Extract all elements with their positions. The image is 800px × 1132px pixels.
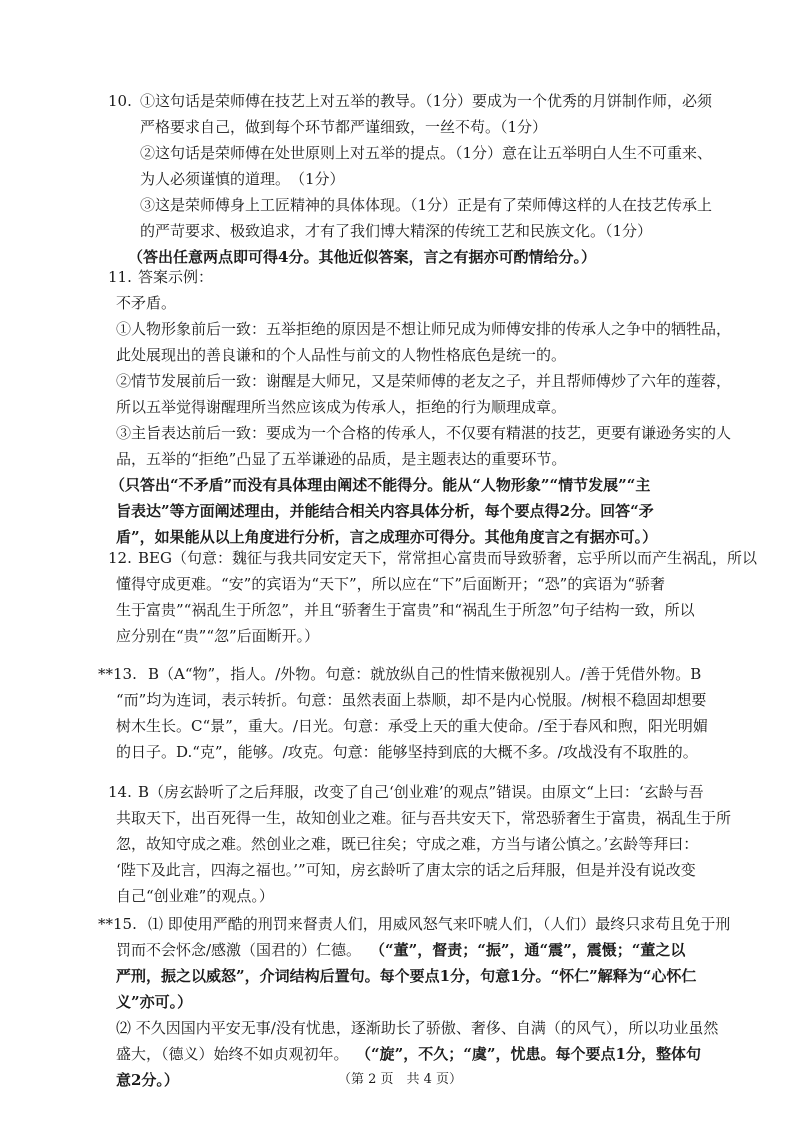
grading-note: （答出任意两点即可得4分。其他近似答案，言之有据亦可酌情给分。） bbox=[128, 248, 596, 266]
answer-line: ①人物形象前后一致：五举拒绝的原因是不想让师兄成为师傅安排的传承人之争中的牺牲品， bbox=[116, 320, 732, 338]
answer-line: 树木生长。C“景”，重大。/日光。句意：承受上天的重大使命。/至于春风和煦，阳光明媚 bbox=[116, 717, 708, 735]
question-number: 10. bbox=[108, 92, 132, 110]
answer-line: 应分别在“贵”“忽”后面断开。） bbox=[116, 627, 320, 645]
grading-note: 旨表达”等方面阐述理由，并能结合相关内容具体分析，每个要点得2分。回答“矛 bbox=[116, 502, 654, 520]
answer-line: 忽，故知守成之难。然创业之难，既已往矣；守成之难，方当与诸公慎之。’玄龄等拜曰： bbox=[116, 835, 699, 853]
answer-line: 不矛盾。 bbox=[116, 294, 177, 312]
answer-line: 生于富贵”“祸乱生于所忽”，并且“骄奢生于富贵”和“祸乱生于所忽”句子结构一致，所以 bbox=[116, 601, 695, 619]
answer-line: ③主旨表达前后一致：要成为一个合格的传承人，不仅要有精湛的技艺，更要有谦逊务实的人 bbox=[116, 424, 732, 442]
answer-line: ①这句话是荣师傅在技艺上对五举的教导。（1分）要成为一个优秀的月饼制作师，必须 bbox=[140, 92, 713, 110]
answer-line: ‘陛下及此言，四海之福也。’”可知，房玄龄听了唐太宗的话之后拜服，但是并没有说改变 bbox=[116, 861, 696, 879]
answer-line: 此处展现出的善良谦和的个人品性与前文的人物性格底色是统一的。 bbox=[116, 346, 567, 364]
grading-note: 意2分。） bbox=[116, 1071, 179, 1089]
answer-line: B（房玄龄听了之后拜服，改变了自己‘创业难’的观点”错误。由原文“上曰：‘玄龄与吾 bbox=[138, 783, 704, 801]
answer-line: 的严苛要求、极致追求，才有了我们博大精深的传统工艺和民族文化。（1分） bbox=[140, 222, 653, 240]
answer-line: ③这是荣师傅身上工匠精神的具体体现。（1分）正是有了荣师傅这样的人在技艺传承上 bbox=[140, 196, 713, 214]
answer-line: ②情节发展前后一致：谢醒是大师兄，又是荣师傅的老友之子，并且帮师傅炒了六年的莲蓉， bbox=[116, 372, 732, 390]
answer-line: 的日子。D.“克”，能够。/攻克。句意：能够坚持到底的大概不多。/攻战没有不取胜的。 bbox=[116, 743, 698, 761]
answer-line: ⑵ 不久因国内平安无事/没有忧患，逐渐助长了骄傲、奢侈、自满（的风气），所以功业虽然 bbox=[116, 1019, 719, 1037]
grading-note: （只答出“不矛盾”而没有具体理由阐述不能得分。能从“人物形象”“情节发展”“主 bbox=[110, 476, 651, 494]
grading-note: （“董”，督责；“振”，通“震”，震慑；“董之以 bbox=[370, 941, 686, 959]
answer-line: 严格要求自己，做到每个环节都严谨细致，一丝不苟。（1分） bbox=[140, 118, 548, 136]
grading-note: 盾”，如果能从以上角度进行分析，言之成理亦可得分。其他角度言之有据亦可。） bbox=[116, 528, 658, 546]
grading-note: 义”亦可。） bbox=[116, 993, 193, 1011]
answer-line: ⑴ 即使用严酷的刑罚来督责人们，用威风怒气来吓唬人们，（人们）最终只求苟且免于刑 bbox=[148, 915, 731, 933]
page-footer: （第 2 页 共 4 页） bbox=[337, 1072, 463, 1087]
question-number: 12. bbox=[108, 549, 132, 567]
question-number: **15. bbox=[98, 915, 137, 933]
answer-line: 盛大，（德义）始终不如贞观初年。 bbox=[116, 1045, 349, 1063]
question-number: 11. bbox=[108, 268, 132, 286]
question-number: **13. bbox=[98, 665, 137, 683]
grading-note: （“旋”，不久；“虞”，忧患。每个要点1分，整体句 bbox=[356, 1045, 701, 1063]
answer-line: 自己“创业难”的观点。） bbox=[116, 887, 274, 905]
grading-note: 严刑，振之以威怒”，介词结构后置句。每个要点1分，句意1分。“怀仁”解释为“心怀仁 bbox=[116, 967, 697, 985]
answer-line: 为人必须谨慎的道理。 （1分） bbox=[140, 170, 345, 188]
answer-line: 答案示例： bbox=[138, 268, 214, 286]
answer-line: BEG（句意：魏征与我共同安定天下，常常担心富贵而导致骄奢，忘乎所以而产生祸乱，所以 bbox=[138, 549, 757, 567]
question-number: 14. bbox=[108, 783, 132, 801]
answer-line: B（A“物”，指人。/外物。句意：就放纵自己的性情来傲视别人。/善于凭借外物。B bbox=[148, 665, 702, 683]
answer-line: 懂得守成更难。“安”的宾语为“天下”，所以应在“下”后面断开；“恐”的宾语为“骄奢 bbox=[116, 575, 666, 593]
answer-line: 所以五举觉得谢醒理所当然应该成为传承人，拒绝的行为顺理成章。 bbox=[116, 398, 567, 416]
answer-line: “而”均为连词，表示转折。句意：虽然表面上恭顺，却不是内心悦服。/树根不稳固却想要 bbox=[116, 691, 707, 709]
answer-line: 罚而不会怀念/感激（国君的）仁德。 bbox=[116, 941, 362, 959]
answer-line: 共取天下，出百死得一生，故知创业之难。征与吾共安天下，常恐骄奢生于富贵，祸乱生于所 bbox=[116, 809, 732, 827]
answer-line: 品，五举的“拒绝”凸显了五举谦逊的品质，是主题表达的重要环节。 bbox=[116, 450, 567, 468]
answer-line: ②这句话是荣师傅在处世原则上对五举的提点。（1分）意在让五举明白人生不可重来、 bbox=[140, 144, 713, 162]
